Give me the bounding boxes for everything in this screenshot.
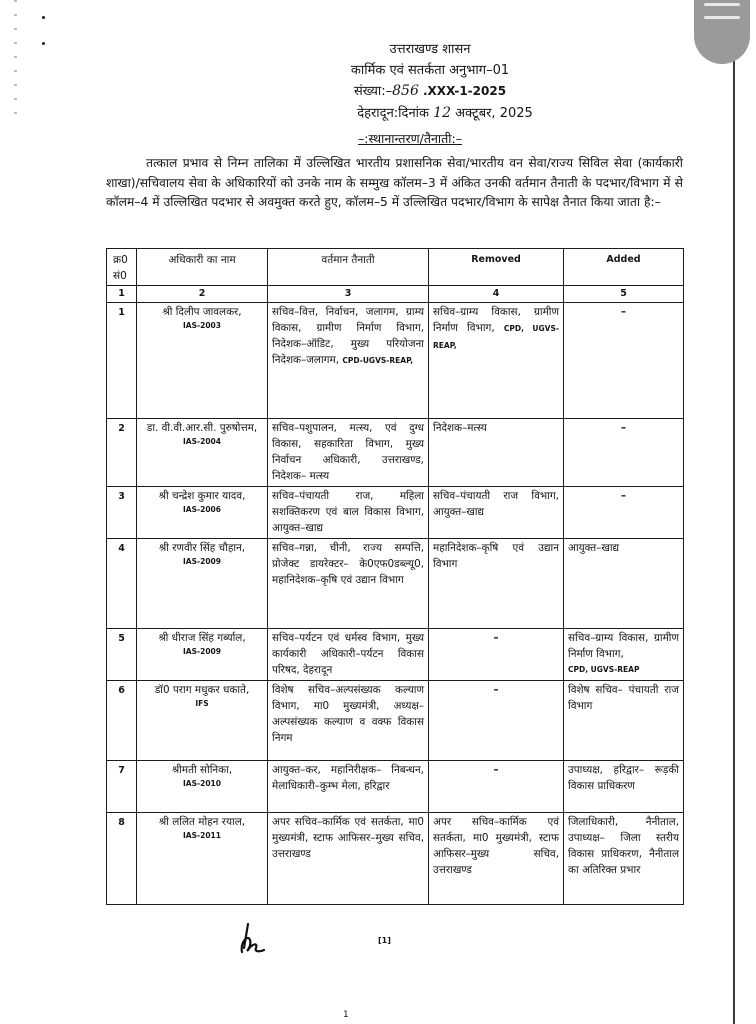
added-posting-text: – bbox=[620, 422, 627, 434]
page-number: 1 bbox=[343, 1010, 349, 1020]
handwritten-date: 12 bbox=[433, 104, 451, 121]
page-edge-line bbox=[733, 0, 735, 1024]
table-row bbox=[107, 539, 684, 629]
added-posting-text: – bbox=[620, 490, 627, 502]
table-header-row bbox=[107, 249, 684, 286]
officer-name: श्री चन्द्रेश कुमार यादव, bbox=[158, 490, 246, 502]
serial-number: 3 bbox=[107, 487, 137, 539]
officer-service: IAS-2011 bbox=[183, 831, 221, 840]
removed-posting bbox=[429, 539, 564, 629]
removed-posting bbox=[429, 681, 564, 761]
serial-number: 5 bbox=[107, 629, 137, 681]
col-header-current: वर्तमान तैनाती bbox=[268, 249, 429, 286]
removed-posting-text: महानिदेशक–कृषि एवं उद्यान विभाग bbox=[433, 542, 559, 570]
current-posting bbox=[268, 539, 429, 629]
officer-cell bbox=[137, 419, 268, 487]
removed-posting bbox=[429, 629, 564, 681]
current-posting-text: विशेष सचिव–अल्पसंख्यक कल्याण विभाग, मा0 मुख्यमंत्री, अध्यक्ष– अल्पसंख्यक कल्याण व वक्फ विकास निगम bbox=[272, 684, 424, 744]
added-posting-text: विशेष सचिव– पंचायती राज विभाग bbox=[568, 684, 679, 712]
hamburger-menu-icon bbox=[704, 16, 740, 19]
serial-number: 1 bbox=[107, 303, 137, 419]
added-posting bbox=[564, 539, 684, 629]
officer-cell bbox=[137, 629, 268, 681]
col-number: 4 bbox=[429, 286, 564, 303]
officer-name: श्री धीराज सिंह गर्ब्याल, bbox=[158, 632, 246, 644]
current-posting bbox=[268, 761, 429, 813]
officer-name: श्री ललित मोहन रयाल, bbox=[158, 816, 246, 828]
officer-service: IAS-2010 bbox=[183, 779, 221, 788]
table-row bbox=[107, 813, 684, 905]
col-header-name: अधिकारी का नाम bbox=[137, 249, 268, 286]
officer-service: IAS-2004 bbox=[183, 437, 221, 446]
serial-number: 8 bbox=[107, 813, 137, 905]
officer-service: IAS-2006 bbox=[183, 505, 221, 514]
col-header-removed: Removed bbox=[429, 249, 564, 286]
table-row bbox=[107, 761, 684, 813]
serial-number: 2 bbox=[107, 419, 137, 487]
serial-number: 7 bbox=[107, 761, 137, 813]
officer-service: IAS-2003 bbox=[183, 321, 221, 330]
current-posting bbox=[268, 303, 429, 419]
added-posting bbox=[564, 303, 684, 419]
current-posting-text: सचिव–पंचायती राज, महिला सशक्तिकरण एवं बाल विकास विभाग, आयुक्त–खाद्य bbox=[272, 490, 424, 534]
current-posting-text: सचिव–गन्ना, चीनी, राज्य सम्पत्ति, प्रोजेक्ट डायरेक्टर– के0एफ0डब्ल्यू0, महानिदेशक–कृषि एवं उद्यान विभाग bbox=[272, 542, 424, 586]
serial-number: 4 bbox=[107, 539, 137, 629]
table-row bbox=[107, 487, 684, 539]
column-number-row bbox=[107, 286, 684, 303]
removed-posting-text: – bbox=[493, 764, 499, 776]
current-posting bbox=[268, 487, 429, 539]
menu-button[interactable] bbox=[694, 0, 750, 64]
current-posting-text: अपर सचिव–कार्मिक एवं सतर्कता, मा0 मुख्यमंत्री, स्टाफ आफिसर–मुख्य सचिव, उत्तराखण्ड bbox=[272, 816, 424, 860]
date-suffix: अक्टूबर, 2025 bbox=[455, 105, 533, 121]
current-posting bbox=[268, 629, 429, 681]
col-number: 2 bbox=[137, 286, 268, 303]
added-posting bbox=[564, 761, 684, 813]
scan-speck bbox=[42, 16, 45, 19]
current-posting-text: सचिव–वित्त, निर्वाचन, जलागम, ग्राम्य विकास, ग्रामीण निर्माण विभाग, निदेशक–ऑडिट, मुख्य परियोजना निदेशक–जलागम, bbox=[272, 306, 424, 366]
current-posting-extra: CPD-UGVS-REAP, bbox=[342, 356, 414, 365]
document-header bbox=[280, 40, 580, 124]
current-posting-text: आयुक्त–कर, महानिरीक्षक– निबन्धन, मेलाधिकारी–कुम्भ मेला, हरिद्वार bbox=[272, 764, 424, 792]
col-header-serial: क्र0 सं0 bbox=[107, 249, 137, 286]
number-label: संख्या:– bbox=[353, 84, 393, 99]
hamburger-menu-icon bbox=[704, 3, 740, 6]
order-number bbox=[280, 81, 580, 103]
scan-artifact-dots bbox=[14, 0, 17, 120]
table-row bbox=[107, 629, 684, 681]
added-posting bbox=[564, 681, 684, 761]
officer-service: IAS-2009 bbox=[183, 557, 221, 566]
serial-number: 6 bbox=[107, 681, 137, 761]
body-paragraph: तत्काल प्रभाव से निम्न तालिका में उल्लिखित भारतीय प्रशासनिक सेवा/भारतीय वन सेवा/राज्य सिविल सेवा (कार्यकारी शाखा)/सचिवालय सेवा के अधिकारियों को उनके नाम के सम्मुख कॉलम–3 में अंकित उनकी वर्तमान तैनाती के पदभार/विभाग में से कॉलम–4 में उल्लिखित पदभार से अवमुक्त करते हुए, कॉलम–5 में उल्लिखित पदभार/विभाग के सापेक्ष तैनात किया जाता है:– bbox=[106, 156, 683, 209]
officer-cell bbox=[137, 761, 268, 813]
added-posting-text: उपाध्यक्ष, हरिद्वार– रूड़की विकास प्राधिकरण bbox=[568, 764, 679, 792]
current-posting-text: सचिव–पर्यटन एवं धर्मस्व विभाग, मुख्य कार्यकारी अधिकारी–पर्यटन विकास परिषद, देहरादून bbox=[272, 632, 424, 676]
scan-speck bbox=[42, 42, 45, 45]
removed-posting bbox=[429, 761, 564, 813]
removed-posting-text: निदेशक–मत्स्य bbox=[433, 422, 487, 434]
signature bbox=[238, 922, 278, 958]
col-number: 1 bbox=[107, 286, 137, 303]
government-name: उत्तराखण्ड शासन bbox=[389, 42, 471, 57]
added-posting bbox=[564, 487, 684, 539]
table-row bbox=[107, 681, 684, 761]
added-posting-text: – bbox=[620, 306, 627, 318]
order-date bbox=[280, 103, 580, 125]
number-suffix: .XXX-1-2025 bbox=[423, 84, 507, 98]
removed-posting-text: अपर सचिव–कार्मिक एवं सतर्कता, मा0 मुख्यमंत्री, स्टाफ आफिसर–मुख्य सचिव, उत्तराखण्ड bbox=[433, 816, 559, 876]
officer-name: डा. वी.वी.आर.सी. पुरुषोत्तम, bbox=[146, 422, 258, 434]
col-number: 3 bbox=[268, 286, 429, 303]
officer-service: IFS bbox=[195, 699, 209, 708]
officer-name: श्री रणवीर सिंह चौहान, bbox=[158, 542, 246, 554]
officer-cell bbox=[137, 303, 268, 419]
added-posting bbox=[564, 629, 684, 681]
removed-posting bbox=[429, 487, 564, 539]
officer-name: डॉ0 पराग मधुकर धकाते, bbox=[154, 684, 250, 696]
officer-cell bbox=[137, 813, 268, 905]
col-number: 5 bbox=[564, 286, 684, 303]
current-posting bbox=[268, 681, 429, 761]
officer-cell bbox=[137, 487, 268, 539]
removed-posting-text: सचिव–पंचायती राज विभाग, आयुक्त–खाद्य bbox=[433, 490, 559, 518]
table-row bbox=[107, 303, 684, 419]
handwritten-number: 856 bbox=[392, 83, 419, 99]
officer-service: IAS-2009 bbox=[183, 647, 221, 656]
department-name: कार्मिक एवं सतर्कता अनुभाग–01 bbox=[350, 62, 510, 78]
officer-cell bbox=[137, 681, 268, 761]
added-posting-text: आयुक्त–खाद्य bbox=[568, 542, 620, 554]
removed-posting-text: – bbox=[493, 632, 499, 644]
current-posting-text: सचिव–पशुपालन, मत्स्य, एवं दुग्ध विकास, सहकारिता विभाग, मुख्य निर्वाचन अधिकारी, उत्तराखण्ड, निदेशक– मत्स्य bbox=[272, 422, 424, 482]
officer-cell bbox=[137, 539, 268, 629]
current-posting bbox=[268, 419, 429, 487]
officer-name: श्री दिलीप जावलकर, bbox=[162, 306, 242, 318]
added-posting-text: जिलाधिकारी, नैनीताल, उपाध्यक्ष– जिला स्तरीय विकास प्राधिकरण, नैनीताल का अतिरिक्त प्रभार bbox=[568, 816, 679, 876]
removed-posting bbox=[429, 419, 564, 487]
transfer-table bbox=[106, 248, 684, 905]
subject-heading: –:स्थानान्तरण/तैनाती:– bbox=[358, 131, 462, 146]
date-label: देहरादून:दिनांक bbox=[357, 105, 430, 121]
added-posting bbox=[564, 813, 684, 905]
table-row bbox=[107, 419, 684, 487]
removed-posting-text: सचिव–ग्राम्य विकास, ग्रामीण निर्माण विभाग, bbox=[433, 306, 559, 334]
removed-posting bbox=[429, 303, 564, 419]
added-posting bbox=[564, 419, 684, 487]
removed-posting-text: – bbox=[493, 684, 499, 696]
col-header-added: Added bbox=[564, 249, 684, 286]
officer-name: श्रीमती सोनिका, bbox=[171, 764, 233, 776]
current-posting bbox=[268, 813, 429, 905]
removed-posting-extra: CPD, UGVS-REAP, bbox=[433, 324, 559, 350]
added-posting-text: सचिव–ग्राम्य विकास, ग्रामीण निर्माण विभाग, bbox=[568, 632, 679, 660]
added-posting-extra: CPD, UGVS-REAP bbox=[568, 665, 640, 674]
page-marker: [1] bbox=[378, 936, 391, 945]
removed-posting bbox=[429, 813, 564, 905]
